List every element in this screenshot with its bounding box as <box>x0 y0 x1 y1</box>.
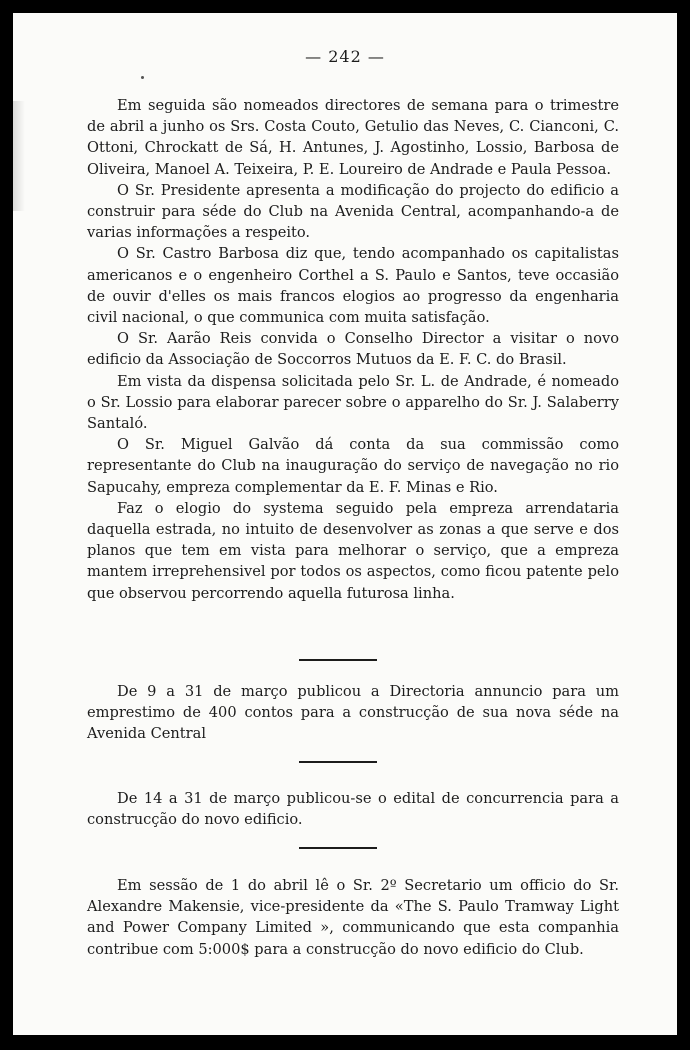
paragraph-building-project: O Sr. Presidente apresenta a modificação do projecto do edificio a construir para séde do Club na Avenida Central, acompanhando-a de varias informações a respeito. <box>87 181 619 242</box>
paragraph-elogio: Faz o elogio do systema seguido pela empreza arrendataria daquella estrada, no intuito de desenvolver as zonas a que serve e dos planos que tem em vista para melhorar o serviço, que a empreza mantem irreprehensivel por todos os aspectos, como ficou patente pelo que observou percorrendo aquella futurosa linha. <box>87 499 619 602</box>
page-edge-shadow <box>13 101 25 211</box>
loan-notice-section <box>87 681 619 745</box>
april-session-section <box>87 875 619 960</box>
paragraph-miguel-galvao: O Sr. Miguel Galvão dá conta da sua commissão como representante do Club na inauguração do serviço de navegação no rio Sapucahy, empreza complementar da E. F. Minas e Rio. <box>87 436 619 496</box>
page-number: — 242 — <box>305 47 385 66</box>
paragraph-castro-barbosa: O Sr. Castro Barbosa diz que, tendo acompanhado os capitalistas americanos e o engenheiro Corthel a S. Paulo e Santos, teve occasião de ouvir d'elles os mais francos elogios ao progresso da engenharia civil nacional, o que communica com muita satisfação. <box>87 245 619 327</box>
paragraph-loan-notice: De 9 a 31 de março publicou a Directoria annuncio para um emprestimo de 400 contos para a construcção de sua nova séde na Avenida Central <box>87 683 619 743</box>
paragraph-aarao-reis: O Sr. Aarão Reis convida o Conselho Director a visitar o novo edificio da Associação de Soccorros Mutuos da E. F. C. do Brasil. <box>87 330 619 369</box>
ink-speck <box>141 76 144 79</box>
section-divider-3 <box>299 847 377 849</box>
book-page <box>13 13 677 1035</box>
paragraph-edital-notice: De 14 a 31 de março publicou-se o edital de concurrencia para a construcção do novo edificio. <box>87 790 619 829</box>
section-divider-1 <box>299 659 377 661</box>
section-divider-2 <box>299 761 377 763</box>
paragraph-april-session: Em sessão de 1 do abril lê o Sr. 2º Secretario um officio do Sr. Alexandre Makensie, vice-presidente da «The S. Paulo Tramway Light and Power Company Limited », communicando que esta companhia contribue com 5:000$ para a construcção do novo edificio do Club. <box>87 877 619 958</box>
paragraph-lossio: Em vista da dispensa solicitada pelo Sr. L. de Andrade, é nomeado o Sr. Lossio para elaborar parecer sobre o apparelho do Sr. J. Salaberry Santaló. <box>87 372 619 433</box>
paragraph-directors: Em seguida são nomeados directores de semana para o trimestre de abril a junho os Srs. Costa Couto, Getulio das Neves, C. Cianconi, C. Ottoni, Chrockatt de Sá, H. Antunes, J. Agostinho, Lossio, Barbosa de Oliveira, Manoel A. Teixeira, P. E. Loureiro de Andrade e Paula Pessoa. <box>87 97 619 178</box>
minutes-section <box>87 95 619 604</box>
edital-notice-section <box>87 788 619 830</box>
